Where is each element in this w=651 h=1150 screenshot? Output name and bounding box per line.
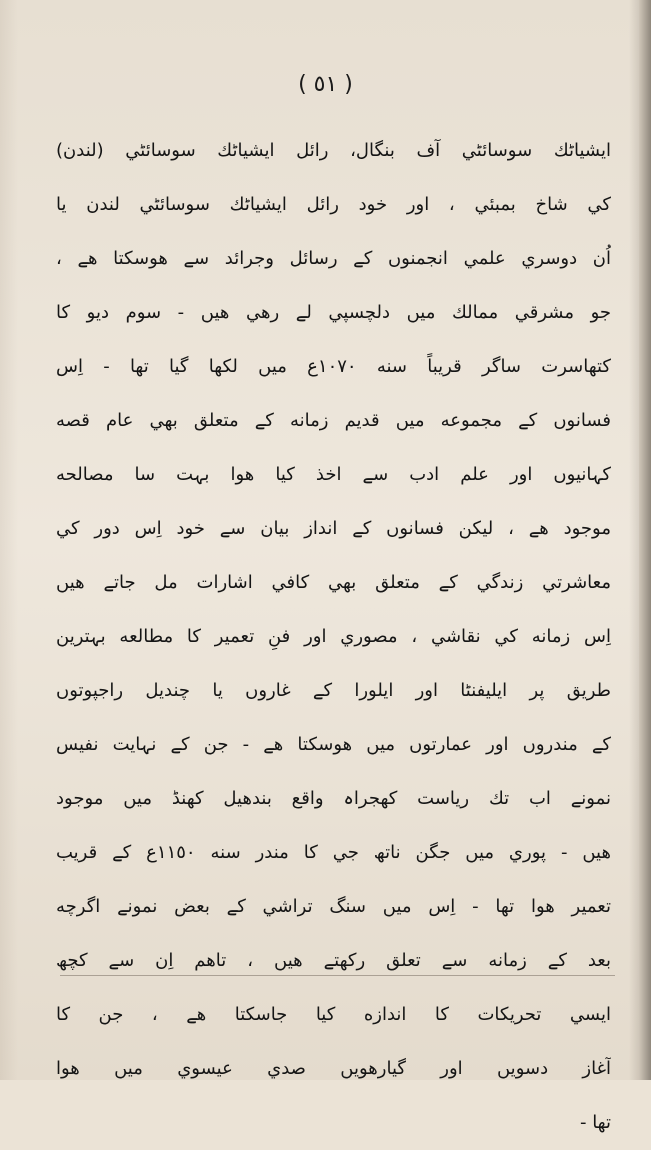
text-line: اِس زمانه كي نقاشي ، مصوري اور فنِ تعمير كا مطالعه بہترين [56,626,611,647]
text-line: ايشياٹك سوسائٹي آف بنگال، رائل ايشياٹك سوسائٹي (لندن) [56,140,611,161]
page-number: ( ٥١ ) [298,72,353,97]
text-line: ايسي تحريكات كا اندازه كيا جاسكتا هے ، جن كا [56,1004,611,1025]
text-line: هيں - پوري ميں جگن ناتھ جي كا مندر سنه ١١٥٠ع كے قريب [56,842,611,863]
text-line: نمونے اب تك رياست كھجراہ واقع بندهيل كھنڈ ميں موجود [56,788,611,809]
text-line: معاشرتي زندگي كے متعلق بھي كافي اشارات مل جاتے هيں [56,572,611,593]
text-line: كہانيوں اور علم ادب سے اخذ كيا هوا بہت سا مصالحه [56,464,611,485]
text-line: كتھاسرت ساگر قريباً سنه ١٠٧٠ع ميں لكھا گيا تھا - اِس [56,356,611,377]
text-line: فسانوں كے مجموعه ميں قديم زمانه كے متعلق بھي عام قصه [56,410,611,431]
text-line: بعد كے زمانه سے تعلق ركھتے هيں ، تاهم اِن سے كچھ [56,950,611,971]
text-line: كي شاخ بمبئي ، اور خود رائل ايشياٹك سوسائٹي لندن يا [56,194,611,215]
text-line: كے مندروں اور عمارتوں ميں هوسكتا هے - جن كے نہايت نفيس [56,734,611,755]
text-line: آغاز دسويں اور گيارهويں صدي عيسوي ميں هوا [56,1058,611,1079]
text-line: جو مشرقي ممالك ميں دلچسپي لے رهي هيں - سوم ديو كا [56,302,611,323]
bottom-divider [60,975,615,976]
page-edge-shadow [639,0,651,1080]
body-text [56,124,611,1150]
text-line: تعمير هوا تھا - اِس ميں سنگ تراشي كے بعض نمونے اگرچه [56,896,611,917]
text-line: اُن دوسري علمي انجمنوں كے رسائل وجرائد سے هوسكتا هے ، [56,248,611,269]
text-line: موجود هے ، ليكن فسانوں كے انداز بيان سے خود اِس دور كي [56,518,611,539]
text-line: طريق پر ايليفنٹا اور ايلورا كے غاروں يا چنديل راجپوتوں [56,680,611,701]
text-line: تھا - [579,1112,611,1133]
